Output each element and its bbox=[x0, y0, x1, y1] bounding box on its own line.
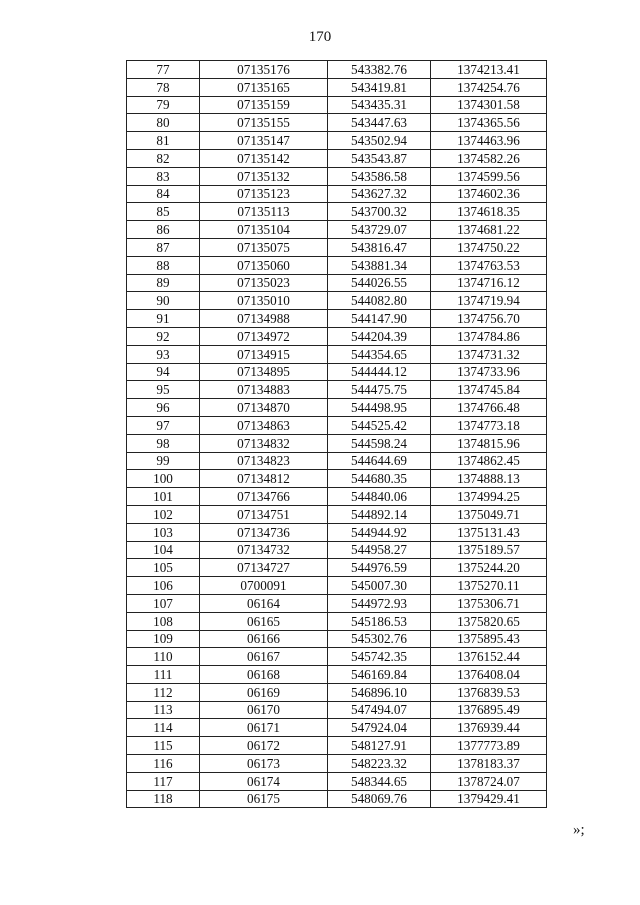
point-number-cell: 89 bbox=[127, 274, 200, 292]
x-coordinate-cell: 543502.94 bbox=[328, 132, 431, 150]
table-row bbox=[127, 363, 547, 381]
point-id-cell: 07135142 bbox=[200, 149, 328, 167]
point-id-cell: 06172 bbox=[200, 737, 328, 755]
point-id-cell: 06170 bbox=[200, 701, 328, 719]
y-coordinate-cell: 1374815.96 bbox=[431, 434, 547, 452]
y-coordinate-cell: 1377773.89 bbox=[431, 737, 547, 755]
x-coordinate-cell: 544525.42 bbox=[328, 416, 431, 434]
y-coordinate-cell: 1374463.96 bbox=[431, 132, 547, 150]
y-coordinate-cell: 1374213.41 bbox=[431, 61, 547, 79]
x-coordinate-cell: 543700.32 bbox=[328, 203, 431, 221]
table-row bbox=[127, 167, 547, 185]
point-number-cell: 77 bbox=[127, 61, 200, 79]
point-id-cell: 06164 bbox=[200, 594, 328, 612]
y-coordinate-cell: 1378183.37 bbox=[431, 755, 547, 773]
x-coordinate-cell: 544840.06 bbox=[328, 488, 431, 506]
y-coordinate-cell: 1375131.43 bbox=[431, 523, 547, 541]
y-coordinate-cell: 1374731.32 bbox=[431, 345, 547, 363]
point-number-cell: 113 bbox=[127, 701, 200, 719]
point-number-cell: 97 bbox=[127, 416, 200, 434]
point-id-cell: 07135010 bbox=[200, 292, 328, 310]
y-coordinate-cell: 1375189.57 bbox=[431, 541, 547, 559]
table-row bbox=[127, 755, 547, 773]
point-id-cell: 07135104 bbox=[200, 221, 328, 239]
point-number-cell: 104 bbox=[127, 541, 200, 559]
point-number-cell: 85 bbox=[127, 203, 200, 221]
table-row bbox=[127, 452, 547, 470]
point-id-cell: 07134727 bbox=[200, 559, 328, 577]
point-id-cell: 07135060 bbox=[200, 256, 328, 274]
point-number-cell: 99 bbox=[127, 452, 200, 470]
x-coordinate-cell: 546896.10 bbox=[328, 683, 431, 701]
point-number-cell: 78 bbox=[127, 78, 200, 96]
table-row bbox=[127, 381, 547, 399]
y-coordinate-cell: 1374599.56 bbox=[431, 167, 547, 185]
x-coordinate-cell: 543435.31 bbox=[328, 96, 431, 114]
x-coordinate-cell: 545302.76 bbox=[328, 630, 431, 648]
table-row bbox=[127, 488, 547, 506]
point-number-cell: 100 bbox=[127, 470, 200, 488]
x-coordinate-cell: 544892.14 bbox=[328, 505, 431, 523]
table-row bbox=[127, 203, 547, 221]
y-coordinate-cell: 1374582.26 bbox=[431, 149, 547, 167]
y-coordinate-cell: 1375820.65 bbox=[431, 612, 547, 630]
point-number-cell: 83 bbox=[127, 167, 200, 185]
point-number-cell: 80 bbox=[127, 114, 200, 132]
y-coordinate-cell: 1374766.48 bbox=[431, 399, 547, 417]
table-row bbox=[127, 256, 547, 274]
table-row bbox=[127, 630, 547, 648]
x-coordinate-cell: 544204.39 bbox=[328, 327, 431, 345]
point-id-cell: 07135132 bbox=[200, 167, 328, 185]
y-coordinate-cell: 1374618.35 bbox=[431, 203, 547, 221]
table-row bbox=[127, 310, 547, 328]
y-coordinate-cell: 1374745.84 bbox=[431, 381, 547, 399]
y-coordinate-cell: 1374602.36 bbox=[431, 185, 547, 203]
table-row bbox=[127, 416, 547, 434]
table-row bbox=[127, 132, 547, 150]
table-row bbox=[127, 221, 547, 239]
point-number-cell: 92 bbox=[127, 327, 200, 345]
point-id-cell: 06174 bbox=[200, 772, 328, 790]
point-number-cell: 111 bbox=[127, 666, 200, 684]
point-number-cell: 82 bbox=[127, 149, 200, 167]
point-number-cell: 112 bbox=[127, 683, 200, 701]
x-coordinate-cell: 547924.04 bbox=[328, 719, 431, 737]
point-id-cell: 07134988 bbox=[200, 310, 328, 328]
point-number-cell: 88 bbox=[127, 256, 200, 274]
y-coordinate-cell: 1374716.12 bbox=[431, 274, 547, 292]
point-id-cell: 07135147 bbox=[200, 132, 328, 150]
point-number-cell: 105 bbox=[127, 559, 200, 577]
point-id-cell: 07135176 bbox=[200, 61, 328, 79]
point-number-cell: 115 bbox=[127, 737, 200, 755]
y-coordinate-cell: 1374301.58 bbox=[431, 96, 547, 114]
x-coordinate-cell: 543816.47 bbox=[328, 238, 431, 256]
table-row bbox=[127, 434, 547, 452]
point-id-cell: 07134812 bbox=[200, 470, 328, 488]
point-id-cell: 07134832 bbox=[200, 434, 328, 452]
x-coordinate-cell: 544444.12 bbox=[328, 363, 431, 381]
x-coordinate-cell: 548223.32 bbox=[328, 755, 431, 773]
x-coordinate-cell: 545186.53 bbox=[328, 612, 431, 630]
table-row bbox=[127, 149, 547, 167]
table-row bbox=[127, 238, 547, 256]
table-row bbox=[127, 185, 547, 203]
point-id-cell: 07134766 bbox=[200, 488, 328, 506]
table-row bbox=[127, 541, 547, 559]
table-row bbox=[127, 577, 547, 595]
x-coordinate-cell: 544944.92 bbox=[328, 523, 431, 541]
table-row bbox=[127, 612, 547, 630]
y-coordinate-cell: 1374254.76 bbox=[431, 78, 547, 96]
x-coordinate-cell: 543881.34 bbox=[328, 256, 431, 274]
table-row bbox=[127, 274, 547, 292]
point-id-cell: 06165 bbox=[200, 612, 328, 630]
y-coordinate-cell: 1375244.20 bbox=[431, 559, 547, 577]
x-coordinate-cell: 543447.63 bbox=[328, 114, 431, 132]
y-coordinate-cell: 1374681.22 bbox=[431, 221, 547, 239]
table-row bbox=[127, 327, 547, 345]
point-id-cell: 07134823 bbox=[200, 452, 328, 470]
y-coordinate-cell: 1374719.94 bbox=[431, 292, 547, 310]
x-coordinate-cell: 543586.58 bbox=[328, 167, 431, 185]
x-coordinate-cell: 543729.07 bbox=[328, 221, 431, 239]
x-coordinate-cell: 545007.30 bbox=[328, 577, 431, 595]
y-coordinate-cell: 1378724.07 bbox=[431, 772, 547, 790]
point-id-cell: 07135113 bbox=[200, 203, 328, 221]
table-row bbox=[127, 772, 547, 790]
point-id-cell: 07135123 bbox=[200, 185, 328, 203]
y-coordinate-cell: 1376939.44 bbox=[431, 719, 547, 737]
x-coordinate-cell: 544147.90 bbox=[328, 310, 431, 328]
point-id-cell: 07134751 bbox=[200, 505, 328, 523]
point-id-cell: 07135155 bbox=[200, 114, 328, 132]
table-row bbox=[127, 78, 547, 96]
y-coordinate-cell: 1379429.41 bbox=[431, 790, 547, 808]
x-coordinate-cell: 543419.81 bbox=[328, 78, 431, 96]
table-body bbox=[127, 61, 547, 808]
point-id-cell: 07135023 bbox=[200, 274, 328, 292]
x-coordinate-cell: 543543.87 bbox=[328, 149, 431, 167]
point-id-cell: 07135165 bbox=[200, 78, 328, 96]
table-row bbox=[127, 292, 547, 310]
y-coordinate-cell: 1376152.44 bbox=[431, 648, 547, 666]
point-id-cell: 0700091 bbox=[200, 577, 328, 595]
y-coordinate-cell: 1374733.96 bbox=[431, 363, 547, 381]
closing-quote-mark: »; bbox=[573, 822, 585, 838]
point-number-cell: 103 bbox=[127, 523, 200, 541]
table-row bbox=[127, 345, 547, 363]
y-coordinate-cell: 1374862.45 bbox=[431, 452, 547, 470]
y-coordinate-cell: 1375049.71 bbox=[431, 505, 547, 523]
point-id-cell: 07134863 bbox=[200, 416, 328, 434]
x-coordinate-cell: 544026.55 bbox=[328, 274, 431, 292]
point-number-cell: 86 bbox=[127, 221, 200, 239]
x-coordinate-cell: 547494.07 bbox=[328, 701, 431, 719]
x-coordinate-cell: 546169.84 bbox=[328, 666, 431, 684]
point-number-cell: 93 bbox=[127, 345, 200, 363]
point-number-cell: 110 bbox=[127, 648, 200, 666]
table-row bbox=[127, 683, 547, 701]
point-number-cell: 87 bbox=[127, 238, 200, 256]
y-coordinate-cell: 1374365.56 bbox=[431, 114, 547, 132]
x-coordinate-cell: 548069.76 bbox=[328, 790, 431, 808]
point-number-cell: 107 bbox=[127, 594, 200, 612]
point-number-cell: 116 bbox=[127, 755, 200, 773]
point-number-cell: 95 bbox=[127, 381, 200, 399]
point-number-cell: 91 bbox=[127, 310, 200, 328]
x-coordinate-cell: 543627.32 bbox=[328, 185, 431, 203]
point-id-cell: 07134736 bbox=[200, 523, 328, 541]
point-id-cell: 06168 bbox=[200, 666, 328, 684]
y-coordinate-cell: 1375306.71 bbox=[431, 594, 547, 612]
y-coordinate-cell: 1376408.04 bbox=[431, 666, 547, 684]
point-number-cell: 96 bbox=[127, 399, 200, 417]
table-row bbox=[127, 559, 547, 577]
x-coordinate-cell: 544976.59 bbox=[328, 559, 431, 577]
table-row bbox=[127, 114, 547, 132]
y-coordinate-cell: 1374763.53 bbox=[431, 256, 547, 274]
y-coordinate-cell: 1374750.22 bbox=[431, 238, 547, 256]
x-coordinate-cell: 548344.65 bbox=[328, 772, 431, 790]
table-row bbox=[127, 719, 547, 737]
y-coordinate-cell: 1375270.11 bbox=[431, 577, 547, 595]
point-number-cell: 101 bbox=[127, 488, 200, 506]
point-number-cell: 90 bbox=[127, 292, 200, 310]
y-coordinate-cell: 1374784.86 bbox=[431, 327, 547, 345]
point-id-cell: 06167 bbox=[200, 648, 328, 666]
x-coordinate-cell: 544475.75 bbox=[328, 381, 431, 399]
point-number-cell: 118 bbox=[127, 790, 200, 808]
x-coordinate-cell: 543382.76 bbox=[328, 61, 431, 79]
table-row bbox=[127, 96, 547, 114]
point-id-cell: 07134883 bbox=[200, 381, 328, 399]
point-number-cell: 81 bbox=[127, 132, 200, 150]
point-id-cell: 07134870 bbox=[200, 399, 328, 417]
y-coordinate-cell: 1376895.49 bbox=[431, 701, 547, 719]
table-row bbox=[127, 737, 547, 755]
point-id-cell: 06175 bbox=[200, 790, 328, 808]
table-row bbox=[127, 399, 547, 417]
table-row bbox=[127, 701, 547, 719]
point-id-cell: 06169 bbox=[200, 683, 328, 701]
point-number-cell: 108 bbox=[127, 612, 200, 630]
point-id-cell: 07135159 bbox=[200, 96, 328, 114]
point-id-cell: 07135075 bbox=[200, 238, 328, 256]
point-id-cell: 07134895 bbox=[200, 363, 328, 381]
y-coordinate-cell: 1376839.53 bbox=[431, 683, 547, 701]
table-row bbox=[127, 666, 547, 684]
point-number-cell: 94 bbox=[127, 363, 200, 381]
x-coordinate-cell: 545742.35 bbox=[328, 648, 431, 666]
y-coordinate-cell: 1374773.18 bbox=[431, 416, 547, 434]
table-row bbox=[127, 505, 547, 523]
point-number-cell: 109 bbox=[127, 630, 200, 648]
coordinates-table bbox=[126, 60, 547, 808]
point-number-cell: 98 bbox=[127, 434, 200, 452]
x-coordinate-cell: 544498.95 bbox=[328, 399, 431, 417]
point-id-cell: 06171 bbox=[200, 719, 328, 737]
y-coordinate-cell: 1374756.70 bbox=[431, 310, 547, 328]
x-coordinate-cell: 544972.93 bbox=[328, 594, 431, 612]
point-number-cell: 102 bbox=[127, 505, 200, 523]
x-coordinate-cell: 548127.91 bbox=[328, 737, 431, 755]
y-coordinate-cell: 1374994.25 bbox=[431, 488, 547, 506]
table-row bbox=[127, 790, 547, 808]
table-row bbox=[127, 470, 547, 488]
point-id-cell: 06173 bbox=[200, 755, 328, 773]
x-coordinate-cell: 544354.65 bbox=[328, 345, 431, 363]
point-id-cell: 07134732 bbox=[200, 541, 328, 559]
point-number-cell: 84 bbox=[127, 185, 200, 203]
x-coordinate-cell: 544082.80 bbox=[328, 292, 431, 310]
x-coordinate-cell: 544958.27 bbox=[328, 541, 431, 559]
x-coordinate-cell: 544680.35 bbox=[328, 470, 431, 488]
y-coordinate-cell: 1375895.43 bbox=[431, 630, 547, 648]
point-number-cell: 114 bbox=[127, 719, 200, 737]
point-id-cell: 06166 bbox=[200, 630, 328, 648]
point-number-cell: 117 bbox=[127, 772, 200, 790]
x-coordinate-cell: 544598.24 bbox=[328, 434, 431, 452]
point-number-cell: 106 bbox=[127, 577, 200, 595]
table-row bbox=[127, 61, 547, 79]
table-row bbox=[127, 523, 547, 541]
table-row bbox=[127, 648, 547, 666]
x-coordinate-cell: 544644.69 bbox=[328, 452, 431, 470]
y-coordinate-cell: 1374888.13 bbox=[431, 470, 547, 488]
page-number: 170 bbox=[308, 29, 332, 45]
point-id-cell: 07134915 bbox=[200, 345, 328, 363]
point-id-cell: 07134972 bbox=[200, 327, 328, 345]
table-row bbox=[127, 594, 547, 612]
point-number-cell: 79 bbox=[127, 96, 200, 114]
